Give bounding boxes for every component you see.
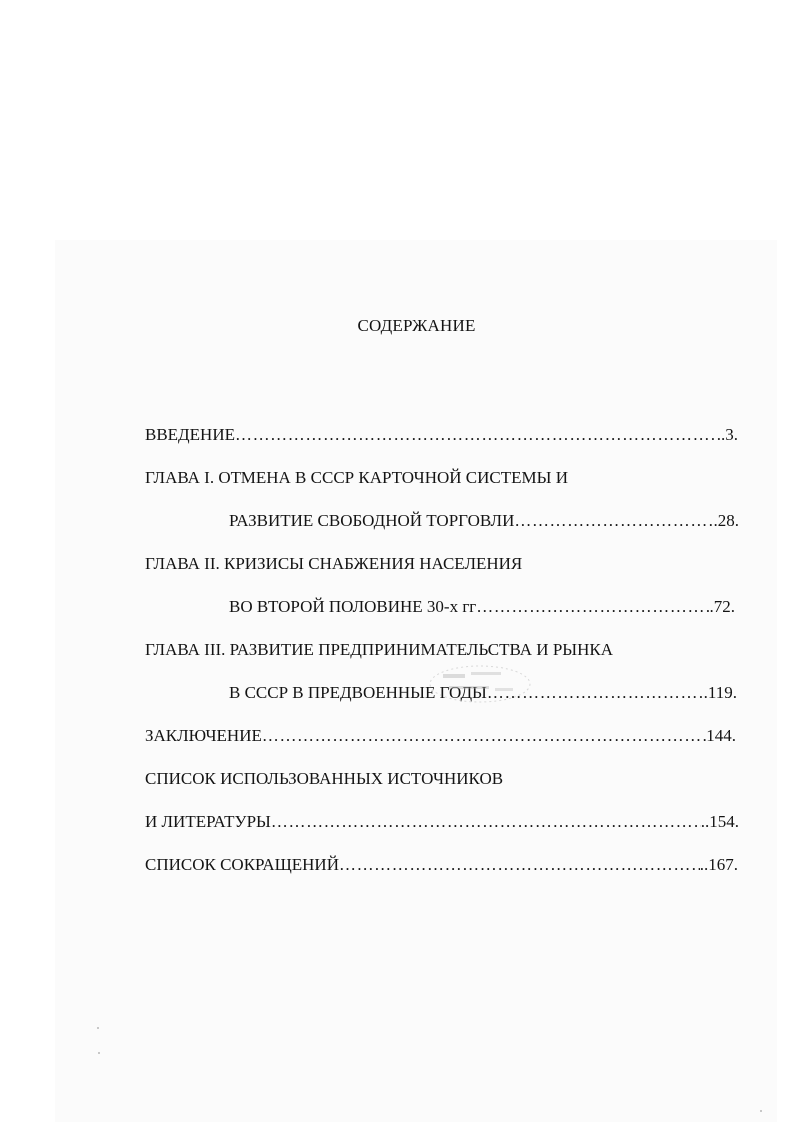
leader-dots	[476, 595, 709, 619]
toc-entry-title: РАЗВИТИЕ СВОБОДНОЙ ТОРГОВЛИ	[229, 511, 515, 530]
leader-dots	[262, 724, 706, 748]
toc-entry-title: ГЛАВА I. ОТМЕНА В СССР КАРТОЧНОЙ СИСТЕМЫ И	[145, 468, 568, 487]
paper-speck	[98, 1052, 100, 1054]
leader-dots	[514, 509, 713, 533]
toc-entry-page: 144.	[706, 726, 736, 745]
toc-entry-title: И ЛИТЕРАТУРЫ	[145, 812, 271, 831]
toc-entry-title: ГЛАВА III. РАЗВИТИЕ ПРЕДПРИНИМАТЕЛЬСТВА И РЫНКА	[145, 640, 613, 659]
toc-entry-title: СПИСОК ИСПОЛЬЗОВАННЫХ ИСТОЧНИКОВ	[145, 769, 504, 788]
toc-entry-page: ..167.	[699, 855, 738, 874]
leader-dots	[271, 810, 701, 834]
toc-entry-chapter-2-line-2	[229, 595, 735, 619]
toc-entry-conclusion	[145, 724, 736, 748]
toc-entry-title: ЗАКЛЮЧЕНИЕ	[145, 726, 262, 745]
toc-entry-chapter-3-line-1	[145, 638, 765, 662]
toc-heading: СОДЕРЖАНИЕ	[357, 316, 476, 335]
stamp-smudge	[425, 660, 535, 708]
toc-entry-page: .72.	[709, 597, 735, 616]
toc-entry-page: ..3.	[716, 425, 738, 444]
toc-entry-abbreviations	[145, 853, 738, 877]
toc-entry-page: ..154.	[700, 812, 739, 831]
toc-entry-page: .119.	[703, 683, 737, 702]
paper-speck	[97, 1027, 99, 1029]
paper-speck	[760, 1110, 762, 1112]
toc-entry-sources-line-1	[145, 767, 745, 791]
toc-entry-title: ГЛАВА II. КРИЗИСЫ СНАБЖЕНИЯ НАСЕЛЕНИЯ	[145, 554, 523, 573]
toc-entry-title: ВВЕДЕНИЕ	[145, 425, 235, 444]
toc-entry-sources-line-2	[145, 810, 739, 834]
toc-entry-title: СПИСОК СОКРАЩЕНИЙ	[145, 855, 339, 874]
leader-dots	[339, 853, 700, 877]
leader-dots	[235, 423, 717, 447]
toc-entry-chapter-2-line-1	[145, 552, 745, 576]
toc-entry-chapter-1-line-2	[229, 509, 739, 533]
toc-entry-title: ВО ВТОРОЙ ПОЛОВИНЕ 30-х гг	[229, 597, 477, 616]
toc-entry-introduction	[145, 423, 738, 447]
toc-entry-page: .28.	[713, 511, 739, 530]
toc-entry-chapter-1-line-1	[145, 466, 745, 490]
toc-entry-title: В СССР В ПРЕДВОЕННЫЕ ГОДЫ	[229, 683, 487, 702]
